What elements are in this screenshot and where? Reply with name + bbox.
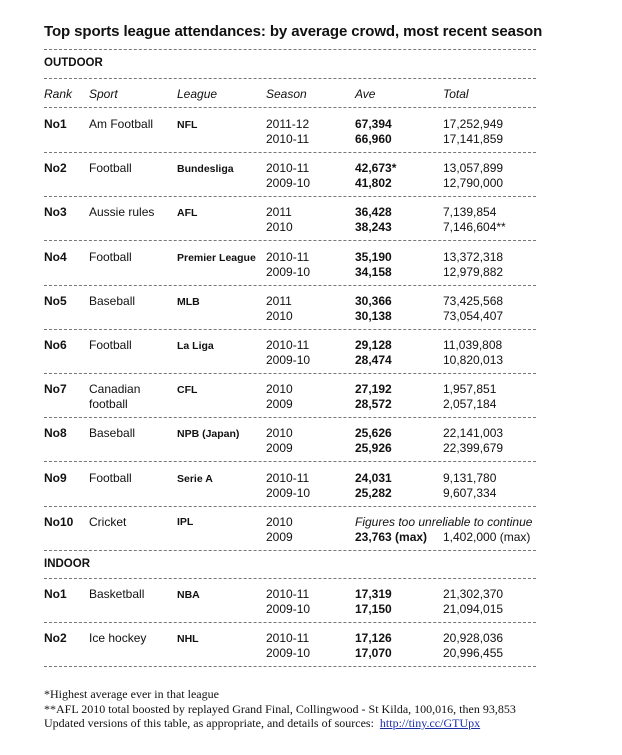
average-cell: 66,960 xyxy=(355,132,392,146)
season-cell: 2009-10 xyxy=(266,602,311,616)
sport-cell: Am Football xyxy=(89,117,154,131)
footnote-2: **AFL 2010 total boosted by replayed Grand Final, Collingwood - St Kilda, 100,016, then 93,853 xyxy=(44,702,516,716)
average-cell: 23,763 (max) xyxy=(355,530,428,544)
rank-cell: No1 xyxy=(44,587,67,601)
total-cell: 13,057,899 xyxy=(443,161,504,176)
divider xyxy=(44,196,536,197)
sport-cell: Ice hockey xyxy=(89,631,147,645)
season-cell: 2009-10 xyxy=(266,485,311,500)
divider xyxy=(44,373,536,374)
total-cell: 22,399,679 xyxy=(443,441,504,456)
league-cell: NBA xyxy=(177,589,200,601)
divider xyxy=(44,240,536,241)
season-cell: 2009-10 xyxy=(266,353,311,367)
league-cell: La Liga xyxy=(177,340,214,352)
rank-cell: No1 xyxy=(44,117,67,131)
season-cell: 2011 xyxy=(266,293,292,308)
divider xyxy=(44,578,536,579)
average-cell: 17,319 xyxy=(355,587,392,601)
rank-cell: No6 xyxy=(44,338,67,352)
season-cell: 2009-10 xyxy=(266,646,311,660)
total-cell: 1,957,851 xyxy=(443,382,497,397)
rank-cell: No3 xyxy=(44,205,67,220)
average-cell: 17,126 xyxy=(355,631,392,645)
sport-cell: Football xyxy=(89,161,132,176)
league-cell: NPB (Japan) xyxy=(177,428,240,441)
season-cell: 2010-11 xyxy=(266,631,310,645)
rank-cell: No5 xyxy=(44,293,67,308)
season-cell: 2010-11 xyxy=(266,587,310,601)
header-sport: Sport xyxy=(89,87,118,101)
season-cell: 2010 xyxy=(266,382,293,397)
average-cell: 17,150 xyxy=(355,602,392,616)
total-cell: 21,302,370 xyxy=(443,587,504,601)
total-cell: 21,094,015 xyxy=(443,602,504,616)
divider xyxy=(44,622,536,623)
total-cell: 11,039,808 xyxy=(443,338,503,352)
total-cell: 2,057,184 xyxy=(443,397,497,412)
sport-cell: Canadian xyxy=(89,382,141,397)
header-league: League xyxy=(177,87,218,101)
sport-cell: Football xyxy=(89,470,132,485)
rank-cell: No2 xyxy=(44,631,67,645)
divider xyxy=(44,461,536,462)
league-cell: Serie A xyxy=(177,472,213,485)
league-cell: MLB xyxy=(177,295,200,308)
season-cell: 2009-10 xyxy=(266,264,311,279)
sport-cell: Football xyxy=(89,338,132,352)
rank-cell: No2 xyxy=(44,161,67,176)
divider xyxy=(44,506,536,507)
rank-cell: No7 xyxy=(44,382,67,397)
total-cell: 20,928,036 xyxy=(443,631,504,645)
sources-link[interactable]: http://tiny.cc/GTUpx xyxy=(379,716,481,730)
season-cell: 2011-12 xyxy=(266,117,310,131)
section-indoor: INDOOR xyxy=(44,558,90,570)
league-cell: AFL xyxy=(177,207,198,220)
season-cell: 2010-11 xyxy=(266,161,310,176)
league-cell: IPL xyxy=(177,516,194,528)
sport-cell: Cricket xyxy=(89,515,127,529)
divider xyxy=(44,417,536,418)
season-cell: 2010-11 xyxy=(266,338,310,352)
season-cell: 2011 xyxy=(266,205,292,220)
average-cell: 36,428 xyxy=(355,205,392,220)
total-cell: 17,252,949 xyxy=(443,117,504,131)
season-cell: 2009 xyxy=(266,397,293,412)
average-cell: 28,474 xyxy=(355,353,392,367)
total-cell: 1,402,000 (max) xyxy=(443,530,531,544)
total-cell: 10,820,013 xyxy=(443,353,504,367)
divider xyxy=(44,666,536,667)
average-cell: 30,138 xyxy=(355,308,392,323)
season-cell: 2010 xyxy=(266,515,293,529)
footnote-3 xyxy=(44,716,480,730)
header-season: Season xyxy=(266,87,307,101)
sport-cell: Basketball xyxy=(89,587,145,601)
season-cell: 2009-10 xyxy=(266,176,311,191)
header-ave: Ave xyxy=(355,87,376,101)
rank-cell: No4 xyxy=(44,249,67,264)
divider xyxy=(44,49,536,50)
average-cell: 30,366 xyxy=(355,293,392,308)
header-rank: Rank xyxy=(44,87,73,101)
divider xyxy=(44,550,536,551)
sport-cell: Baseball xyxy=(89,426,136,441)
note-cell: Figures too unreliable to continue xyxy=(355,515,533,529)
season-cell: 2010-11 xyxy=(266,249,310,264)
average-cell: 67,394 xyxy=(355,117,392,131)
total-cell: 73,425,568 xyxy=(443,293,504,308)
season-cell: 2010-11 xyxy=(266,132,310,146)
sport-cell: Football xyxy=(89,249,132,264)
season-cell: 2010 xyxy=(266,220,293,235)
total-cell: 12,790,000 xyxy=(443,176,504,191)
total-cell: 7,146,604** xyxy=(443,220,506,235)
average-cell: 25,926 xyxy=(355,441,392,456)
average-cell: 34,158 xyxy=(355,264,392,279)
total-cell: 17,141,859 xyxy=(443,132,504,146)
average-cell: 28,572 xyxy=(355,397,392,412)
league-cell: Premier League xyxy=(177,251,256,264)
section-outdoor: OUTDOOR xyxy=(44,57,103,69)
sport-cell: Aussie rules xyxy=(89,205,155,220)
total-cell: 9,607,334 xyxy=(443,485,497,500)
season-cell: 2009 xyxy=(266,530,293,544)
average-cell: 24,031 xyxy=(355,470,392,485)
season-cell: 2010 xyxy=(266,308,293,323)
league-cell: NFL xyxy=(177,119,198,131)
rank-cell: No10 xyxy=(44,515,74,529)
league-cell: NHL xyxy=(177,633,199,645)
average-cell: 38,243 xyxy=(355,220,392,235)
average-cell: 41,802 xyxy=(355,176,392,191)
average-cell: 29,128 xyxy=(355,338,392,352)
average-cell: 42,673* xyxy=(355,161,397,176)
total-cell: 73,054,407 xyxy=(443,308,504,323)
season-cell: 2010-11 xyxy=(266,470,310,485)
divider xyxy=(44,152,536,153)
divider xyxy=(44,107,536,108)
total-cell: 12,979,882 xyxy=(443,264,504,279)
season-cell: 2009 xyxy=(266,441,293,456)
sport-cell: Baseball xyxy=(89,293,136,308)
header-total: Total xyxy=(443,87,469,101)
total-cell: 22,141,003 xyxy=(443,426,504,441)
season-cell: 2010 xyxy=(266,426,293,441)
total-cell: 9,131,780 xyxy=(443,470,497,485)
footnote-1: *Highest average ever in that league xyxy=(44,687,219,701)
average-cell: 27,192 xyxy=(355,382,392,397)
average-cell: 35,190 xyxy=(355,249,392,264)
average-cell: 25,626 xyxy=(355,426,392,441)
table-title: Top sports league attendances: by average crowd, most recent season xyxy=(44,23,543,40)
sources-text: Updated versions of this table, as appropriate, and details of sources: xyxy=(44,716,374,730)
rank-cell: No8 xyxy=(44,426,67,441)
average-cell: 25,282 xyxy=(355,485,392,500)
divider xyxy=(44,285,536,286)
sport-cell: football xyxy=(89,397,128,412)
total-cell: 13,372,318 xyxy=(443,249,504,264)
rank-cell: No9 xyxy=(44,470,67,485)
league-cell: CFL xyxy=(177,384,198,397)
divider xyxy=(44,329,536,330)
total-cell: 7,139,854 xyxy=(443,205,497,220)
league-cell: Bundesliga xyxy=(177,163,234,176)
divider xyxy=(44,78,536,79)
average-cell: 17,070 xyxy=(355,646,392,660)
total-cell: 20,996,455 xyxy=(443,646,504,660)
